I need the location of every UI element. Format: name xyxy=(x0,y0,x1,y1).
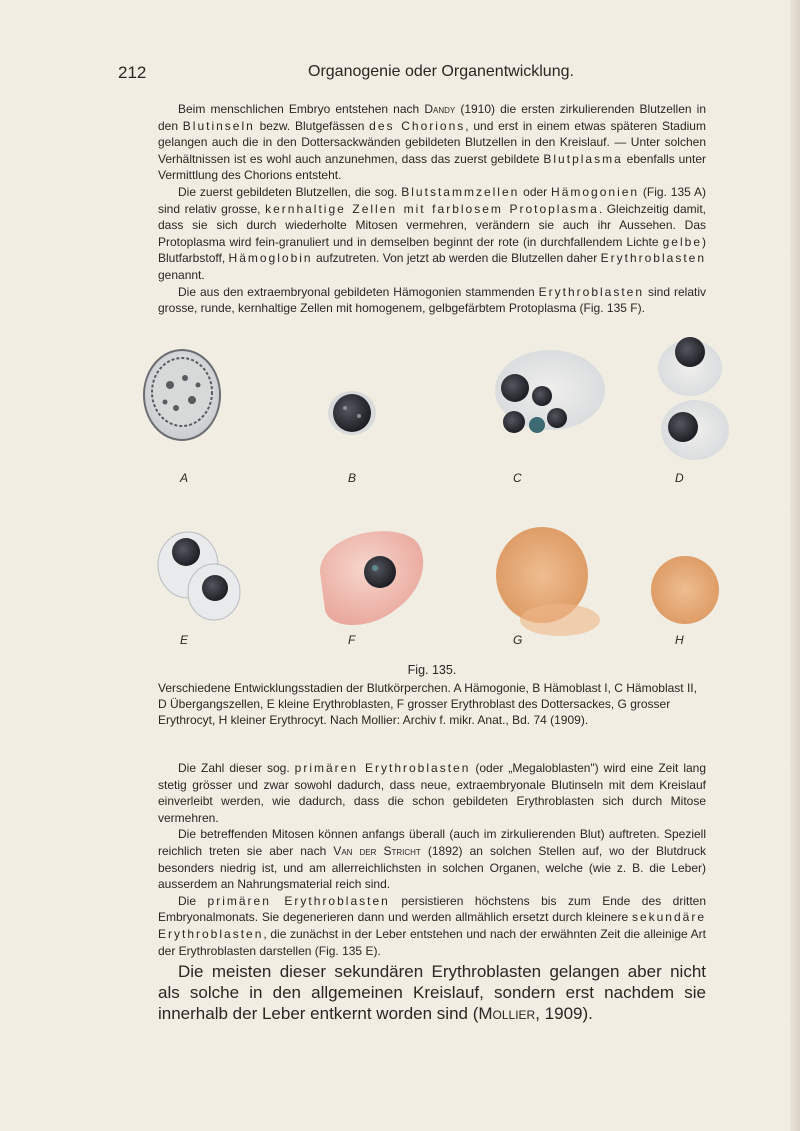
term-emphasis: primären Erythroblasten xyxy=(207,893,390,908)
text-run: (1892) an solchen Stellen auf, wo der Blutdruck besonders niedrig ist, und am allerreichlichsten in solchen Organen, welche (wie z. B. die Leber) ausserdem an Nahrungsmaterial reich sind. xyxy=(158,843,707,892)
text-run: , und erst in einem etwas späteren Stadium gelangen auch die in den Dottersackwänden gebildeten Blutzellen in den Kreislauf. — Unter solchen Verhältnissen ist es wohl auch anzunehmen, dass das zuerst gebildete xyxy=(158,118,706,166)
panel-label-a: A xyxy=(180,471,189,485)
paragraph-1 xyxy=(158,101,706,184)
figure-135 xyxy=(130,330,750,660)
text-run: Die aus den extraembryonal gebildeten Hämogonien stammenden xyxy=(178,284,539,299)
term-emphasis: Hämoglobin xyxy=(228,251,313,266)
term-emphasis: sekundäre Erythroblasten xyxy=(158,910,706,941)
panel-label-e: E xyxy=(180,633,189,647)
term-emphasis: Erythroblasten xyxy=(538,284,645,299)
text-run: (Fig. 135 A) sind relativ grosse, xyxy=(158,184,706,216)
term-emphasis: Hämogonien xyxy=(551,184,640,199)
panel-label-c: C xyxy=(513,471,522,485)
text-run: (oder „Megaloblasten") wird eine Zeit lang stetig grösser und zwar sowohl dadurch, dass neue, extraembryonale Blutinseln mit dem Kreislauf einverleibt werden, wie dadurch, dass die schon gebildeten Erythroblasten sich durch Mitose vermehren. xyxy=(158,761,707,825)
text-run: genannt. xyxy=(158,267,205,282)
term-emphasis: Blutstammzellen xyxy=(401,184,520,199)
text-run: bezw. Blutgefässen xyxy=(254,118,370,133)
panel-label-g: G xyxy=(513,633,523,647)
running-title: Organogenie oder Organentwicklung. xyxy=(308,63,574,80)
text-run: ) Blutfarbstoff, xyxy=(158,234,706,266)
text-run: oder xyxy=(519,184,552,199)
paragraph-7 xyxy=(158,961,706,1024)
figure-caption xyxy=(158,662,706,728)
text-run: Beim menschlichen Embryo entstehen nach xyxy=(178,102,425,116)
term-emphasis: des Chorions xyxy=(369,118,466,133)
figure-number: Fig. 135. xyxy=(407,663,457,677)
text-run: Die zuerst gebildeten Blutzellen, die sog. xyxy=(178,184,402,199)
scan-edge xyxy=(790,0,800,1131)
text-run: sind relativ grosse, runde, kernhaltige Zellen mit homogenem, gelbgefärbtem Protoplasma (Fig. 135 F). xyxy=(158,284,706,316)
author-name: Dandy xyxy=(424,102,456,116)
panel-label-h: H xyxy=(675,633,684,647)
panel-label-f: F xyxy=(348,633,356,647)
text-run: (1910) die ersten zirkulierenden Blutzellen in den xyxy=(158,102,706,133)
cell-e-small-erythroblasts xyxy=(158,532,240,620)
term-emphasis: Erythroblasten xyxy=(600,251,706,266)
paragraph-4 xyxy=(158,760,706,826)
page-number: 212 xyxy=(118,63,147,82)
author-name: Mollier xyxy=(478,1004,536,1024)
text-run: ebenfalls unter Vermittlung des Chorions entsteht. xyxy=(158,151,706,183)
author-name: Van der Stricht xyxy=(333,843,421,858)
term-emphasis: primären Erythroblasten xyxy=(294,761,471,775)
text-run: persistieren höchstens bis zum Ende des dritten Embryonalmonats. Sie degenerieren dann und werden allmählich ersetzt durch kleinere xyxy=(158,893,707,925)
cell-c-hemoblast-2 xyxy=(495,350,605,433)
paragraph-5 xyxy=(158,826,706,892)
term-emphasis: gelbe xyxy=(662,234,702,249)
paragraph-3 xyxy=(158,284,706,317)
text-run: Die Zahl dieser sog. xyxy=(178,761,295,775)
cell-f-large-erythroblast xyxy=(320,531,423,625)
term-emphasis: kernhaltige Zellen mit farblosem Protoplasma xyxy=(265,201,599,216)
term-emphasis: Blutplasma xyxy=(543,151,623,166)
cell-a-hemogonia xyxy=(144,350,220,440)
text-run: . Gleichzeitig damit, dass sie sich durch wiederholte Mitosen vermehren, verändern sie auch ihr Aussehen. Das Protoplasma wird fein-granuliert und in demselben beginnt der rote (in durchfallendem Lichte xyxy=(158,201,706,249)
text-run: Die betreffenden Mitosen können anfangs überall (auch im zirkulierenden Blut) auftreten. Speziell reichlich treten sie aber nach xyxy=(158,827,706,858)
caption-text: Verschiedene Entwicklungsstadien der Blutkörperchen. A Hämogonie, B Hämoblast I, C Hämoblast II, D Übergangszellen, E kleine Erythroblasten, F grosser Erythroblast des Dottersackes, G grosser Erythrocyt, H kleiner Erythrocyt. Nach Mollier: Archiv f. mikr. Anat., Bd. 74 (1909). xyxy=(158,681,697,727)
paragraph-6 xyxy=(158,893,706,959)
cell-illustration xyxy=(130,330,750,660)
text-run: , 1909). xyxy=(535,1004,593,1024)
cell-h-small-erythrocyte xyxy=(651,556,719,624)
bottom-text-block xyxy=(158,760,706,1024)
text-run: Die meisten dieser sekundären Erythroblasten gelangen aber nicht als solche in den allgemeinen Kreislauf, sondern erst nachdem sie innerhalb der Leber entkernt worden sind ( xyxy=(158,962,706,1024)
top-text-block xyxy=(158,101,706,317)
cell-g-large-erythrocyte xyxy=(496,527,600,636)
paragraph-2 xyxy=(158,184,706,284)
panel-label-d: D xyxy=(675,471,684,485)
term-emphasis: Blutinseln xyxy=(182,118,255,133)
text-run: Die xyxy=(178,893,208,908)
panel-label-b: B xyxy=(348,471,357,485)
cell-b-hemoblast-1 xyxy=(328,391,376,435)
text-run: , die zunächst in der Leber entstehen und nach der erwähnten Zeit die alleinige Art der Erythroblasten darstellen (Fig. 135 E). xyxy=(158,926,706,958)
cell-d-transitional xyxy=(658,337,729,460)
text-run: aufzutreten. Von jetzt ab werden die Blutzellen daher xyxy=(312,251,601,266)
